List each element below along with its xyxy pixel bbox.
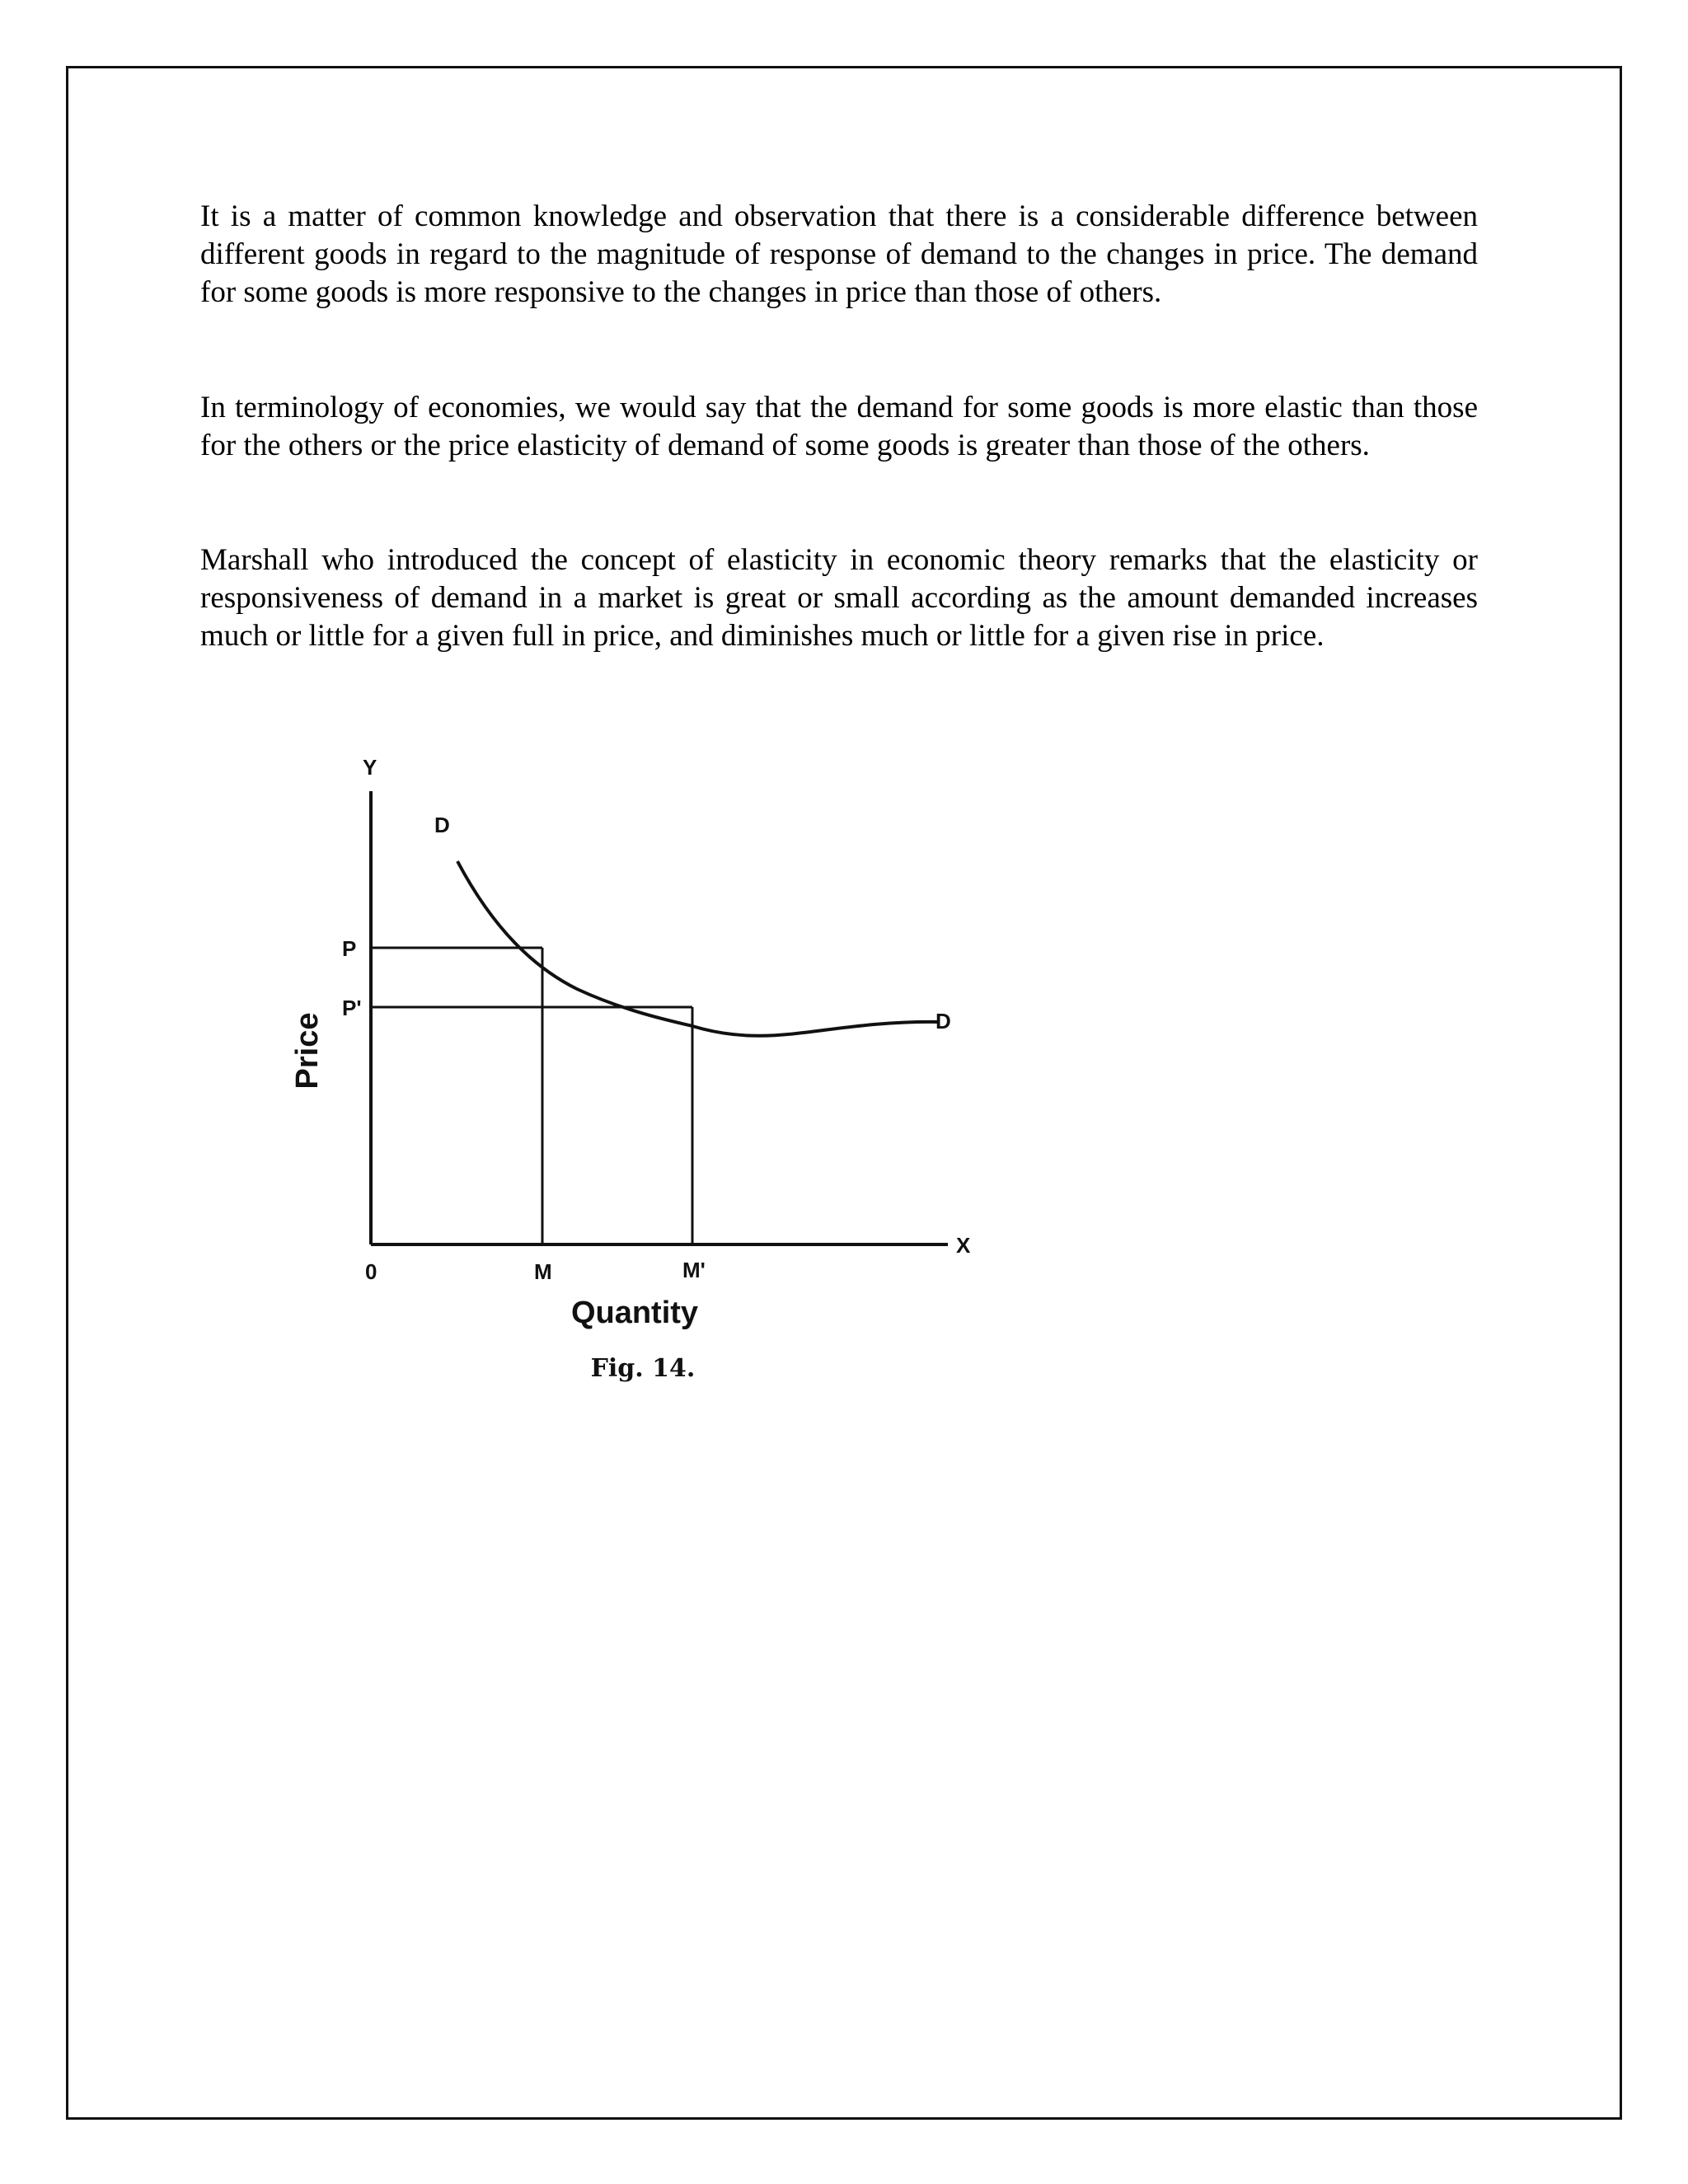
price-label-p: P [342, 936, 357, 961]
x-axis-title: Quantity [570, 1296, 699, 1330]
y-axis-title: Price [290, 1012, 325, 1090]
demand-curve-diagram [280, 750, 1022, 1401]
demand-curve-figure [280, 750, 1022, 1401]
paragraph-price-response: It is a matter of common knowledge and observation that there is a considerable difference between different goods in regard to the magnitude of response of demand to the changes in price. The demand for some goods is more responsive to the changes in price than those of others. [200, 199, 1478, 309]
figure-caption: Fig. 14. [590, 1354, 696, 1383]
y-axis-letter: Y [363, 755, 377, 780]
origin-label: 0 [365, 1259, 377, 1284]
curve-label-end: D [935, 1009, 951, 1033]
quantity-label-m: M [534, 1259, 552, 1284]
paragraph-marshall: Marshall who introduced the concept of elasticity in economic theory remarks that the elasticity or responsiveness of demand in a market is great or small according as the amount demanded increases much or little for a given full in price, and diminishes much or little for a given rise in price. [200, 543, 1478, 653]
quantity-label-m-prime: M' [682, 1258, 706, 1282]
paragraph-terminology: In terminology of economies, we would say that the demand for some goods is more elastic than those for the others or the price elasticity of demand of some goods is greater than those of the others. [200, 391, 1478, 462]
x-axis-letter: X [956, 1233, 971, 1258]
curve-label-start: D [434, 813, 450, 837]
price-label-p-prime: P' [342, 996, 362, 1020]
